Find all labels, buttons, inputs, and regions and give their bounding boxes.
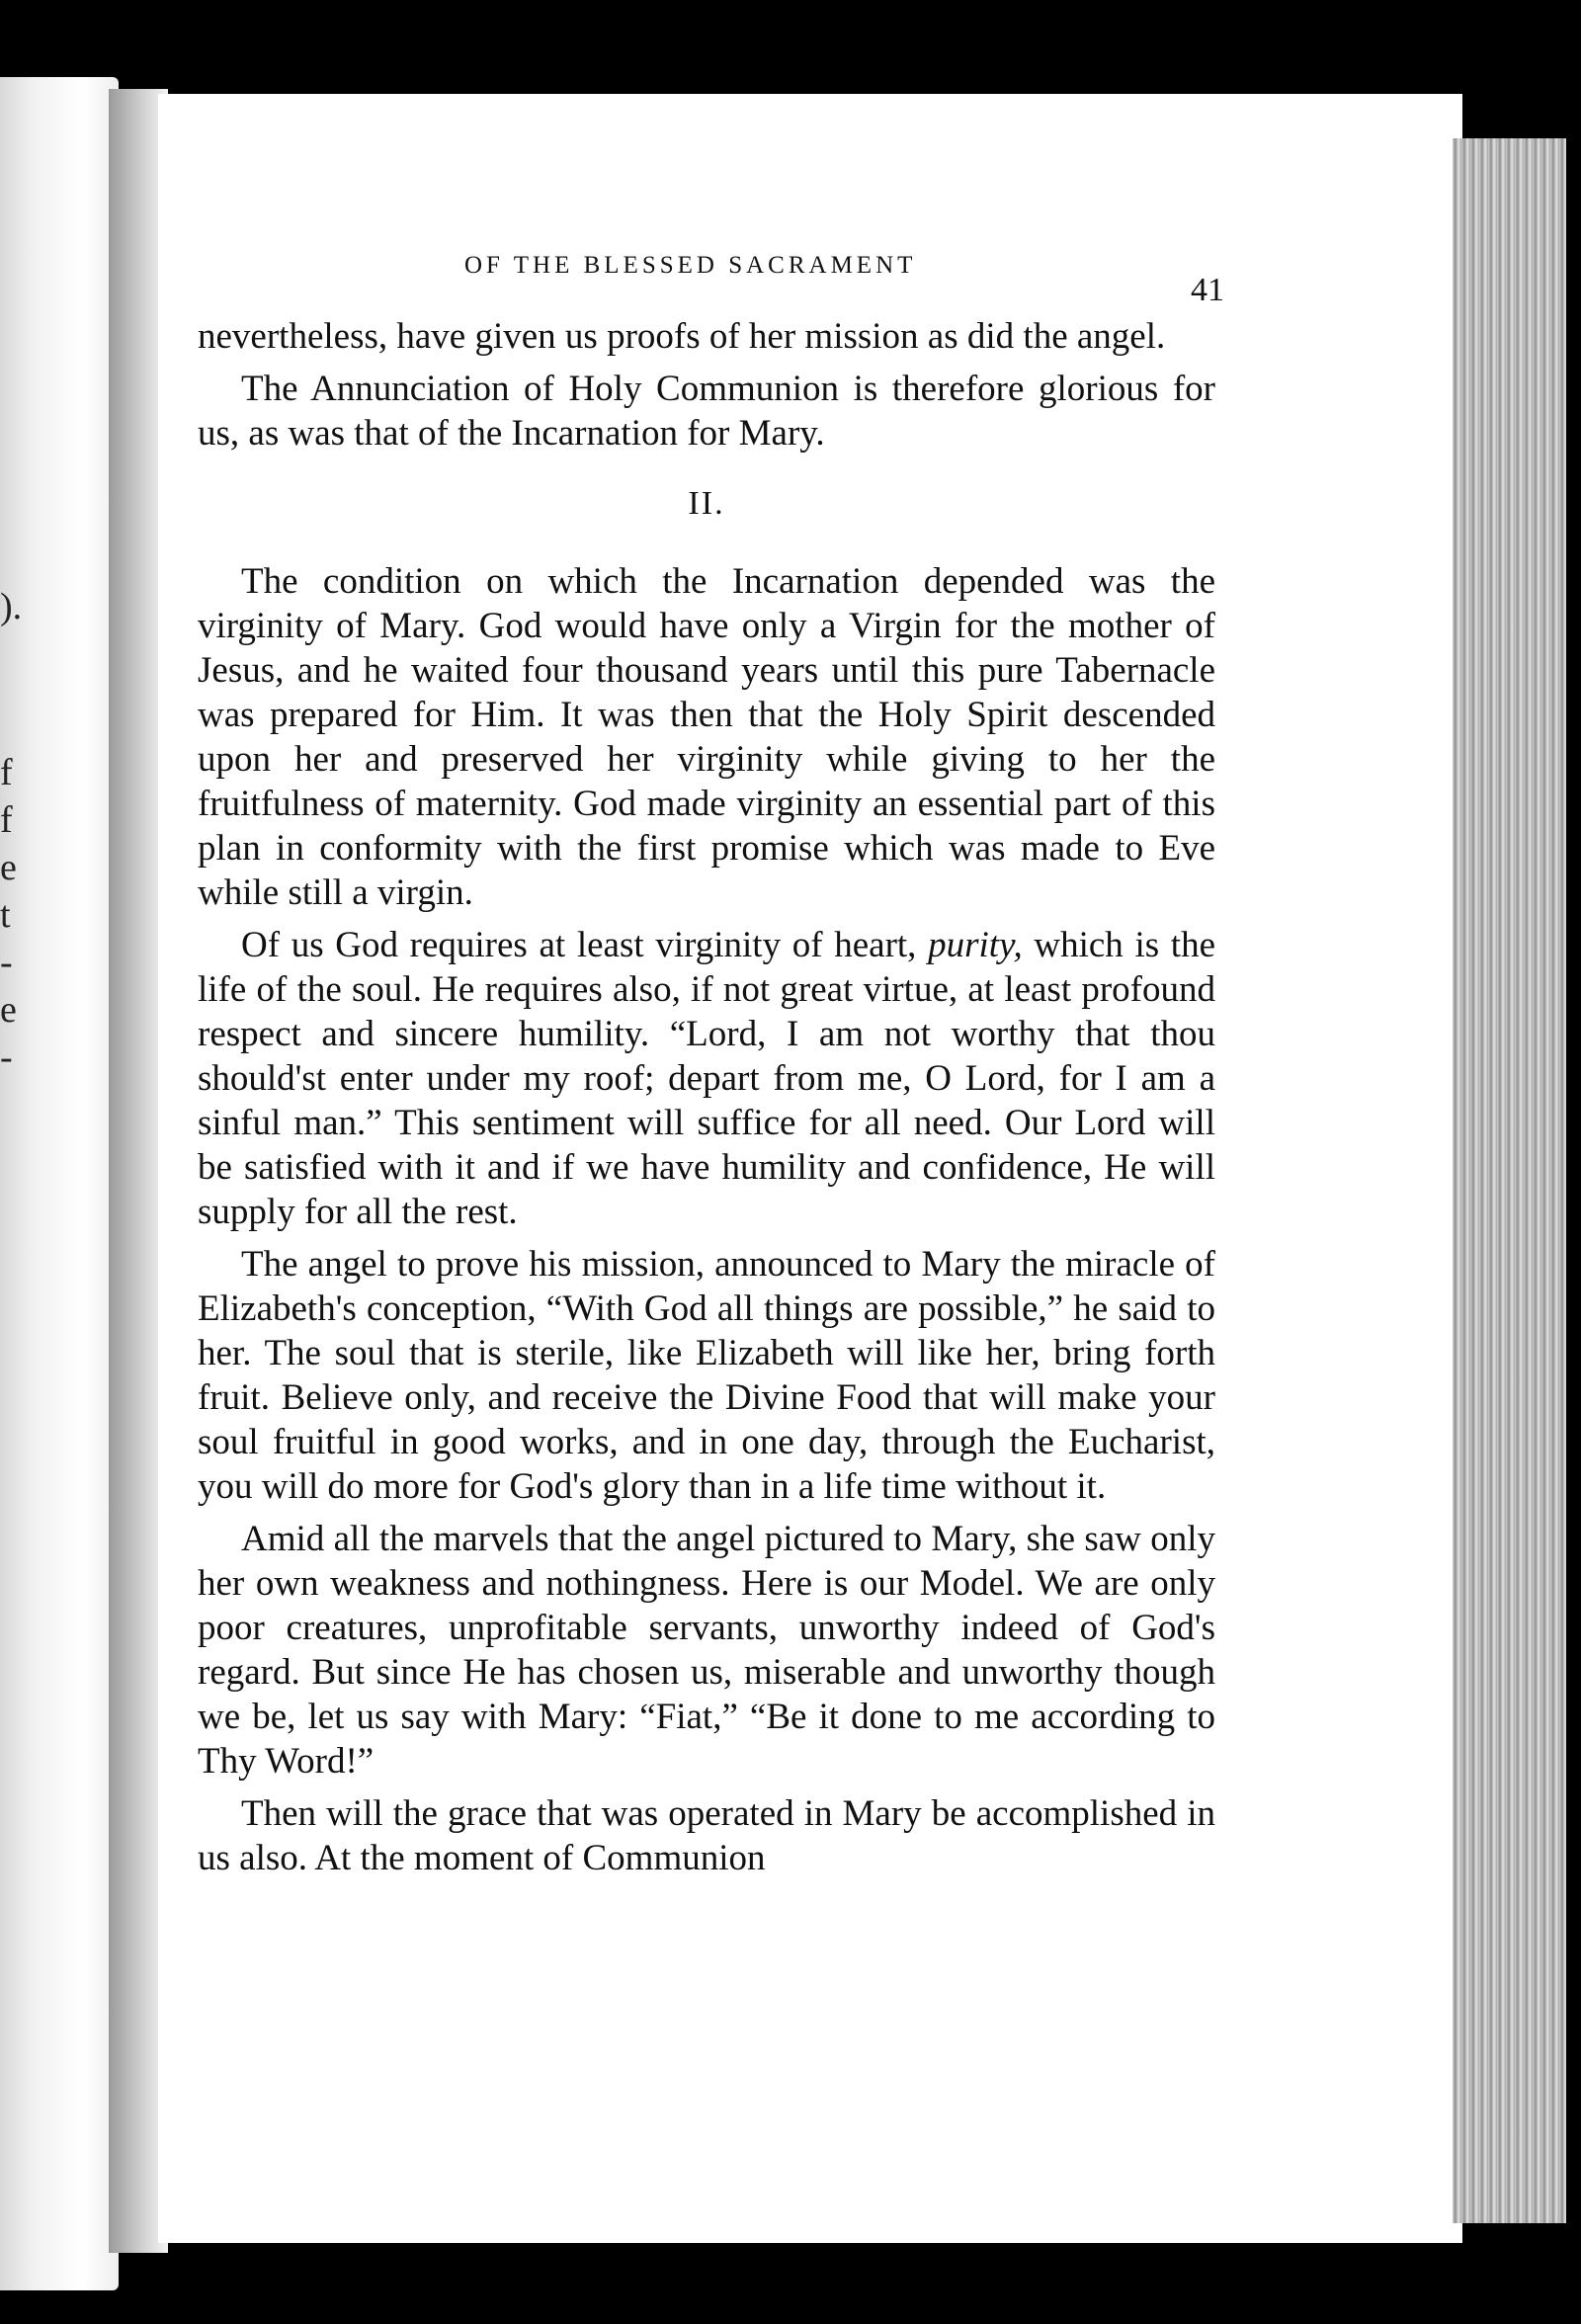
left-fragment: - <box>0 1037 13 1078</box>
paragraph: The angel to prove his mission, announced to Mary the miracle of Elizabeth's conception, “With God all things are possible,” he said to her. The soul that is sterile, like Elizabeth will like her, bring forth fruit. Believe only, and receive the Divine Food that will make your soul fruitful in good works, and in one day, through the Eucharist, you will do more for God's glory than in a life time without it. <box>198 1244 1215 1507</box>
left-fragment: f <box>0 799 13 841</box>
paragraph-text: which is the life of the soul. He requires also, if not great virtue, at least profound respect and sincere humility. “Lord, I am not worthy that thou should'st enter under my roof; depart from me, O Lord, for I am a sinful man.” This sentiment will suffice for all need. Our Lord will be satisfied with it and if we have humility and confidence, He will supply for all the rest. <box>198 925 1216 1232</box>
paragraph: nevertheless, have given us proofs of her mission as did the angel. <box>198 316 1166 357</box>
left-fragment: - <box>0 942 13 983</box>
running-header: OF THE BLESSED SACRAMENT <box>464 252 917 279</box>
left-facing-page <box>0 77 119 2290</box>
left-page-text-fragments <box>0 583 30 1081</box>
left-fragment: e <box>0 989 17 1031</box>
body-text <box>198 314 1215 1888</box>
left-fragment: f <box>0 752 13 793</box>
section-heading: II. <box>688 485 725 522</box>
page-edges <box>1453 138 1566 2223</box>
left-fragment: t <box>0 894 11 936</box>
paragraph: The condition on which the Incarnation depended was the virginity of Mary. God would have only a Virgin for the mother of Jesus, and he waited four thousand years until this pure Tabernacle was prepared for Him. It was then that the Holy Spirit descended upon her and preserved her virginity while giving to her the fruitfulness of maternity. God made virginity an essential part of this plan in conformity with the first promise which was made to Eve while still a virgin. <box>198 561 1215 913</box>
paragraph-text: Of us God requires at least virginity of heart, <box>241 925 917 965</box>
paragraph: The Annunciation of Holy Communion is therefore glorious for us, as was that of the Incarnation for Mary. <box>198 369 1215 454</box>
page-number: 41 <box>1191 272 1224 308</box>
italic-word: purity, <box>928 925 1023 965</box>
paragraph <box>198 923 1215 1234</box>
left-fragment: ). <box>0 586 23 627</box>
paragraph: Amid all the marvels that the angel pictured to Mary, she saw only her own weakness and nothingness. Here is our Model. We are only poor creatures, unprofitable servants, unworthy indeed of God's regard. But since He has chosen us, miserable and unworthy though we be, let us say with Mary: “Fiat,” “Be it done to me according to Thy Word!” <box>198 1519 1215 1782</box>
paragraph: Then will the grace that was operated in Mary be accomplished in us also. At the moment of Communion <box>198 1793 1215 1878</box>
left-fragment: e <box>0 847 17 888</box>
